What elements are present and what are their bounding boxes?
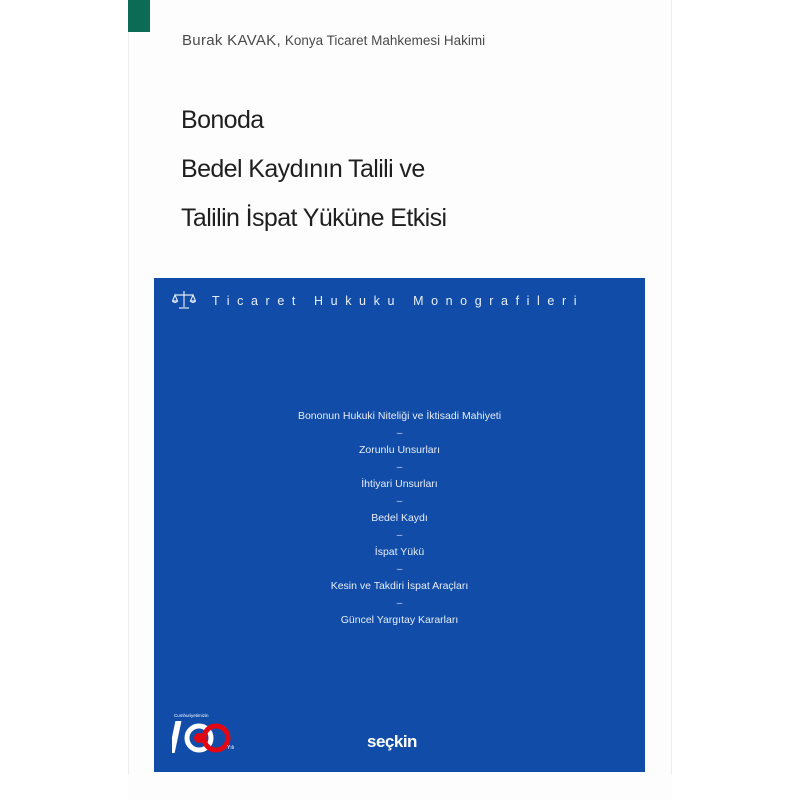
topic-separator: – bbox=[396, 598, 403, 609]
series-name: Ticaret Hukuku Monografileri bbox=[212, 294, 585, 308]
topic-item: İhtiyari Unsurları bbox=[361, 478, 438, 490]
author-name: Burak KAVAK, bbox=[182, 32, 281, 49]
title-line-2: Bedel Kaydının Talili ve bbox=[181, 155, 425, 183]
topic-separator: – bbox=[396, 564, 403, 575]
cover-edge-right bbox=[671, 0, 672, 775]
logo-small-text: Cumhuriyetimizin bbox=[174, 713, 209, 718]
title-line-3: Talilin İspat Yüküne Etkisi bbox=[181, 204, 447, 232]
topic-item: Zorunlu Unsurları bbox=[358, 444, 441, 456]
logo-suffix: Yılı bbox=[227, 745, 235, 751]
author-line bbox=[182, 32, 485, 49]
topic-separator: – bbox=[396, 462, 403, 473]
topic-item: İspat Yükü bbox=[374, 546, 425, 558]
scales-of-justice-icon bbox=[172, 289, 196, 311]
publisher-logo: seçkin bbox=[367, 732, 417, 751]
topic-separator: – bbox=[396, 496, 403, 507]
title-line-1: Bonoda bbox=[181, 106, 264, 134]
blue-content-panel bbox=[154, 278, 645, 772]
topic-item: Kesin ve Takdiri İspat Araçları bbox=[330, 580, 469, 592]
topic-separator: – bbox=[396, 530, 403, 541]
spine-color-tab bbox=[128, 0, 150, 32]
topic-item: Bononun Hukuki Niteliği ve İktisadi Mahiyeti bbox=[297, 410, 502, 422]
topic-item: Güncel Yargıtay Kararları bbox=[340, 614, 459, 626]
centennial-logo bbox=[172, 709, 236, 757]
author-role: Konya Ticaret Mahkemesi Hakimi bbox=[284, 33, 486, 48]
topic-separator: – bbox=[396, 428, 403, 439]
cover-edge-left bbox=[128, 0, 129, 775]
book-title bbox=[181, 96, 446, 243]
topic-item: Bedel Kaydı bbox=[371, 512, 428, 524]
topics-list bbox=[154, 408, 645, 629]
